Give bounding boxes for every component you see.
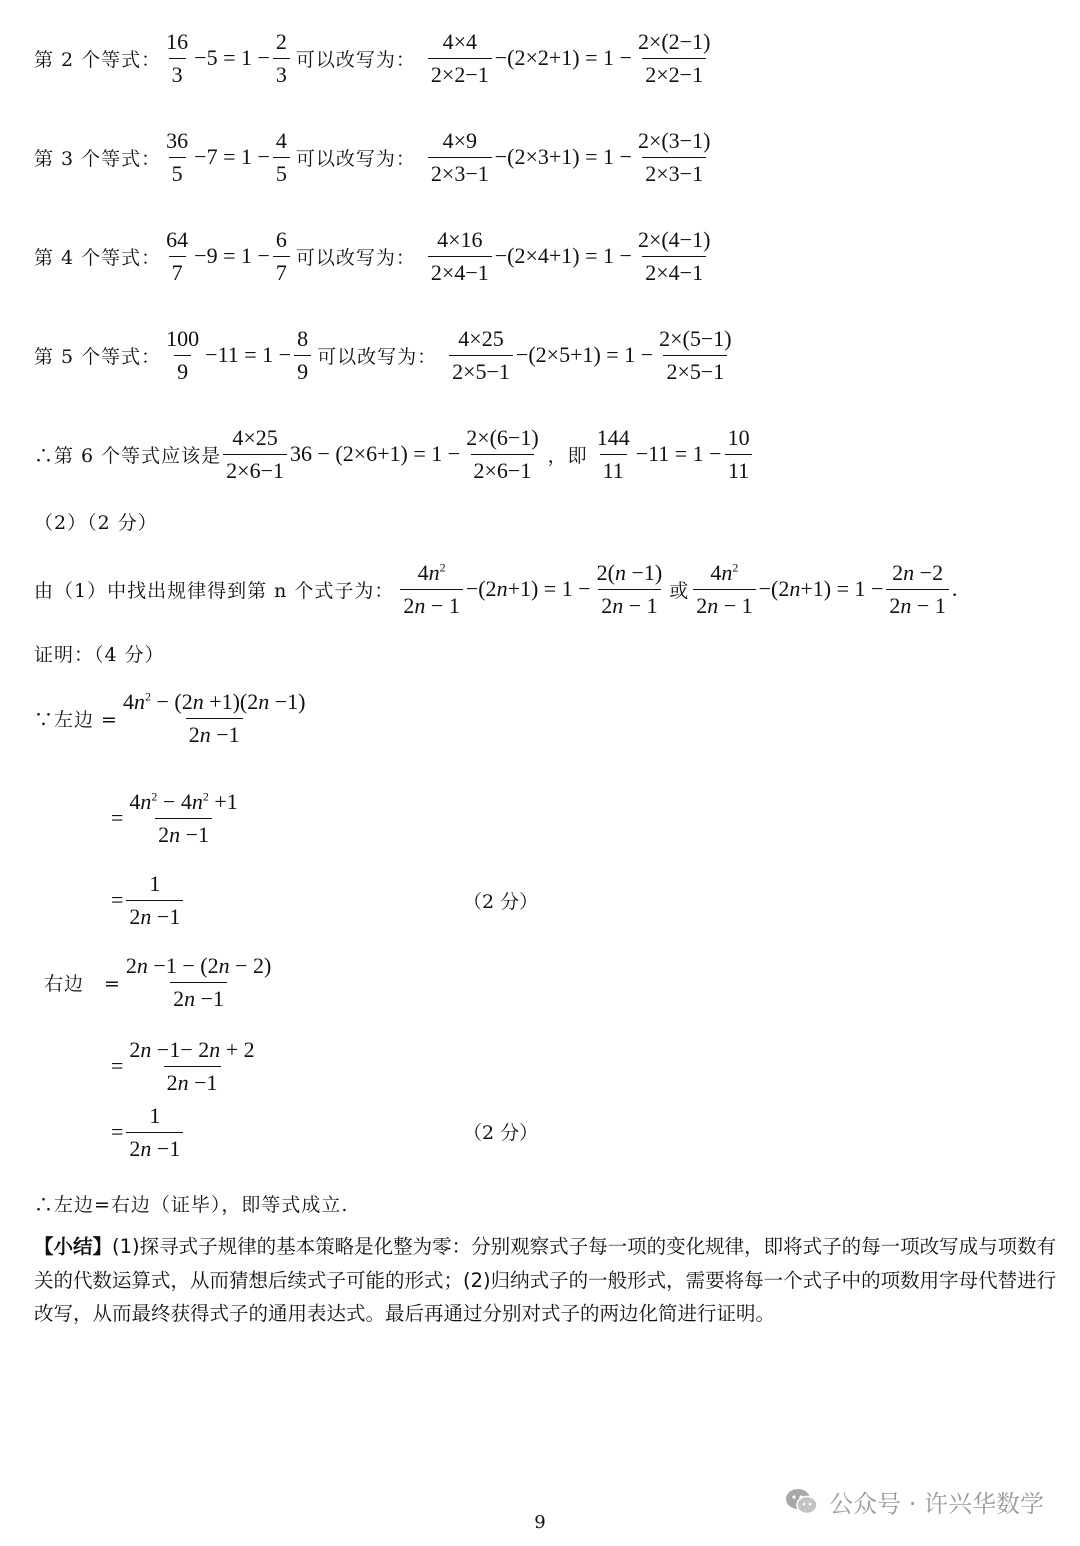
fraction: $\frac{2\times(3-1)}{2\times 3-1}$: [635, 125, 713, 190]
fraction: $\frac{144}{11}$: [594, 422, 633, 487]
score-note: （2 分）: [463, 1122, 539, 1144]
page-number: 9: [534, 1512, 546, 1533]
fraction: $\frac{6}{7}$: [273, 224, 290, 289]
fraction: $\frac{4}{5}$: [273, 125, 290, 190]
fraction: $\frac{64}{7}$: [163, 224, 191, 289]
equation-label: 第 5 个等式：: [34, 345, 162, 368]
score-note: （2 分）: [463, 891, 539, 913]
equation-row-5: 第 5 个等式： $\frac{100}{9}$ −11 = 1 − $\frac{8}{9}$ 可以改写为： $\frac{4\times 25}{2\times 5-1}$ −(2×5+1) = 1 − $\frac{2\times(5-1)}{2\times 5-1}$: [34, 323, 737, 388]
proof-left-step-3: = $\frac{1}{2n -1}$: [110, 868, 185, 933]
equation-row-4: 第 4 个等式： $\frac{64}{7}$ −9 = 1 − $\frac{6}{7}$ 可以改写为： $\frac{4\times 16}{2\times 4-1}$ −(2×4+1) = 1 − $\frac{2\times(4-1)}{2\times 4-1}$: [34, 224, 715, 289]
summary-tag: 【小结】: [34, 1235, 113, 1258]
fraction: $\frac{4\times 25}{2\times 5-1}$: [449, 323, 513, 388]
fraction: $\frac{2\times(2-1)}{2\times 2-1}$: [635, 26, 713, 91]
proof-conclusion: ∴左边=右边（证毕），即等式成立.: [34, 1194, 349, 1216]
watermark-text: 公众号 · 许兴华数学: [829, 1490, 1044, 1518]
equation-label: 第 3 个等式：: [34, 147, 162, 170]
equation-label: 第 2 个等式：: [34, 48, 162, 71]
fraction: $\frac{2n -1 - (2n - 2)}{2n -1}$: [123, 950, 274, 1015]
general-rule-row: 由（1）中找出规律得到第 n 个式子为： $\frac{4n^2}{2n - 1}$ −(2n+1) = 1 − $\frac{2(n -1)}{2n - 1}$ 或 $\frac{4n^2}{2n - 1}$ −(2n+1) = 1 − $\frac{2n -2}{2n - 1}$ .: [34, 557, 958, 622]
summary-paragraph: [34, 1230, 1064, 1331]
fraction: $\frac{100}{9}$: [163, 323, 202, 388]
fraction: $\frac{1}{2n -1}$: [126, 1100, 183, 1165]
fraction: $\frac{4\times 16}{2\times 4-1}$: [428, 224, 492, 289]
proof-right-step-3: = $\frac{1}{2n -1}$: [110, 1100, 185, 1165]
part-2-heading: （2）（2 分）: [34, 512, 158, 534]
summary-text: (1)探寻式子规律的基本策略是化整为零：分别观察式子每一项的变化规律，即将式子的每一项改写成与项数有关的代数运算式，从而猜想后续式子可能的形式；(2)归纳式子的一般形式，需要将每一个式子中的项数用字母代替进行改写，从而最终获得式子的通用表达式。最后再通过分别对式子的两边化简进行证明。: [34, 1235, 1057, 1325]
fraction: $\frac{2(n -1)}{2n - 1}$: [594, 557, 666, 622]
equation-label: ∴第 6 个等式应该是: [34, 444, 222, 467]
proof-left-step-2: = $\frac{4n^2 - 4n^2 +1}{2n -1}$: [110, 786, 243, 851]
fraction: $\frac{2}{3}$: [273, 26, 290, 91]
equation-label: 第 4 个等式：: [34, 246, 162, 269]
equation-row-2: 第 2 个等式： $\frac{16}{3}$ −5 = 1 − $\frac{2}{3}$ 可以改写为： $\frac{4\times 4}{2\times 2-1}$ −(2×2+1) = 1 − $\frac{2\times(2-1)}{2\times 2-1}$: [34, 26, 715, 91]
proof-left-step-1: ∵左边 = $\frac{4n^2 - (2n +1)(2n -1)}{2n -1}$: [34, 686, 311, 751]
fraction: $\frac{2n -1- 2n + 2}{2n -1}$: [126, 1034, 257, 1099]
fraction: $\frac{4\times 9}{2\times 3-1}$: [428, 125, 492, 190]
fraction: $\frac{8}{9}$: [294, 323, 311, 388]
equation-row-6: ∴第 6 个等式应该是 $\frac{4\times 25}{2\times 6-1}$ 36 − (2×6+1) = 1 − $\frac{2\times(6-1)}{2\times 6-1}$ ，即 $\frac{144}{11}$ −11 = 1 − $\frac{10}{11}$: [34, 422, 755, 487]
fraction: $\frac{36}{5}$: [163, 125, 191, 190]
fraction: $\frac{2n -2}{2n - 1}$: [886, 557, 948, 622]
fraction: $\frac{1}{2n -1}$: [126, 868, 183, 933]
equation-row-3: 第 3 个等式： $\frac{36}{5}$ −7 = 1 − $\frac{4}{5}$ 可以改写为： $\frac{4\times 9}{2\times 3-1}$ −(2×3+1) = 1 − $\frac{2\times(3-1)}{2\times 3-1}$: [34, 125, 715, 190]
fraction: $\frac{4n^2}{2n - 1}$: [400, 557, 462, 622]
proof-right-step-2: = $\frac{2n -1- 2n + 2}{2n -1}$: [110, 1034, 260, 1099]
fraction: $\frac{2\times(5-1)}{2\times 5-1}$: [656, 323, 734, 388]
fraction: $\frac{4n^2 - 4n^2 +1}{2n -1}$: [126, 786, 240, 851]
fraction: $\frac{10}{11}$: [725, 422, 753, 487]
fraction: $\frac{4\times 25}{2\times 6-1}$: [223, 422, 287, 487]
fraction: $\frac{4n^2 - (2n +1)(2n -1)}{2n -1}$: [120, 686, 309, 751]
fraction: $\frac{4\times 4}{2\times 2-1}$: [428, 26, 492, 91]
fraction: $\frac{2\times(4-1)}{2\times 4-1}$: [635, 224, 713, 289]
proof-right-step-1: 右边 = $\frac{2n -1 - (2n - 2)}{2n -1}$: [44, 950, 276, 1015]
fraction: $\frac{2\times(6-1)}{2\times 6-1}$: [463, 422, 541, 487]
proof-heading: 证明：（4 分）: [34, 644, 165, 666]
fraction: $\frac{4n^2}{2n - 1}$: [693, 557, 755, 622]
fraction: $\frac{16}{3}$: [163, 26, 191, 91]
